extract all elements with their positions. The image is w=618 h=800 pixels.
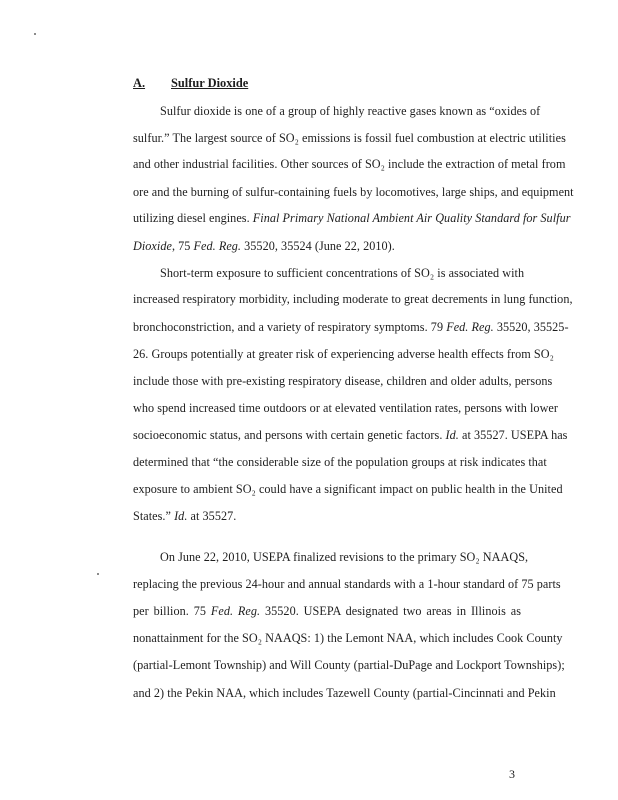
line-text: 35520. USEPA designated two areas in Illinois as (265, 604, 521, 618)
paragraph-line: replacing the previous 24-hour and annual standards with a 1-hour standard of 75 parts (133, 577, 561, 591)
paragraph-line (133, 509, 236, 523)
line-text: at 35527. (190, 509, 237, 523)
page-number: 3 (509, 767, 515, 781)
paragraph-line: 26. Groups potentially at greater risk of experiencing adverse health effects from SO₂ (133, 347, 554, 361)
paragraph-line: sulfur.” The largest source of SO₂ emissions is fossil fuel combustion at electric utilities (133, 131, 566, 145)
paragraph-line: and 2) the Pekin NAA, which includes Tazewell County (partial-Cincinnati and Pekin (133, 686, 556, 700)
paragraph-line (133, 428, 568, 442)
paragraph-line: increased respiratory morbidity, including moderate to great decrements in lung function, (133, 292, 573, 306)
line-text: 35520, 35525- (496, 320, 569, 334)
scan-speck (34, 33, 36, 35)
paragraph-line: Short-term exposure to sufficient concentrations of SO₂ is associated with (160, 266, 525, 280)
line-text: socioeconomic status, and persons with certain genetic factors. (133, 428, 443, 442)
section-label: A. (133, 76, 146, 90)
paragraph-line: ore and the burning of sulfur-containing fuels by locomotives, large ships, and equipment (133, 185, 574, 199)
paragraph-line (133, 211, 571, 225)
paragraph-line: nonattainment for the SO₂ NAAQS: 1) the Lemont NAA, which includes Cook County (133, 631, 563, 645)
scan-speck (97, 573, 99, 575)
line-text: per billion. 75 (133, 604, 206, 618)
paragraph-line: Sulfur dioxide is one of a group of highly reactive gases known as “oxides of (160, 104, 541, 118)
paragraph-line (133, 320, 569, 334)
citation-id: Id. (445, 428, 459, 442)
paragraph-line: (partial-Lemont Township) and Will County (partial-DuPage and Lockport Townships); (133, 658, 565, 672)
line-text: 35520, 35524 (June 22, 2010). (244, 239, 395, 253)
line-text: at 35527. USEPA has (462, 428, 568, 442)
citation-id: Id. (174, 509, 188, 523)
citation-reporter: Fed. Reg. (193, 239, 242, 253)
line-text: States.” (133, 509, 171, 523)
section-title: Sulfur Dioxide (171, 76, 249, 90)
line-text: , 75 (171, 239, 191, 253)
paragraph-line: On June 22, 2010, USEPA finalized revisions to the primary SO₂ NAAQS, (160, 550, 529, 564)
line-text: utilizing diesel engines. (133, 211, 250, 225)
paragraph-line: exposure to ambient SO₂ could have a significant impact on public health in the United (133, 482, 563, 496)
citation-title: Dioxide (133, 239, 172, 253)
paragraph-line: determined that “the considerable size of the population groups at risk indicates that (133, 455, 547, 469)
paragraph-line: include those with pre-existing respiratory disease, children and older adults, persons (133, 374, 553, 388)
paragraph-line: and other industrial facilities. Other sources of SO₂ include the extraction of metal from (133, 157, 566, 171)
citation-title: Final Primary National Ambient Air Quality Standard for Sulfur (252, 211, 571, 225)
citation-reporter: Fed. Reg. (446, 320, 494, 334)
line-text: bronchoconstriction, and a variety of respiratory symptoms. 79 (133, 320, 444, 334)
paragraph-line: who spend increased time outdoors or at elevated ventilation rates, persons with lower (133, 401, 558, 415)
paragraph-line (133, 604, 521, 618)
section-heading (133, 76, 248, 90)
paragraph-line (133, 239, 395, 253)
citation-reporter: Fed. Reg. (210, 604, 261, 618)
